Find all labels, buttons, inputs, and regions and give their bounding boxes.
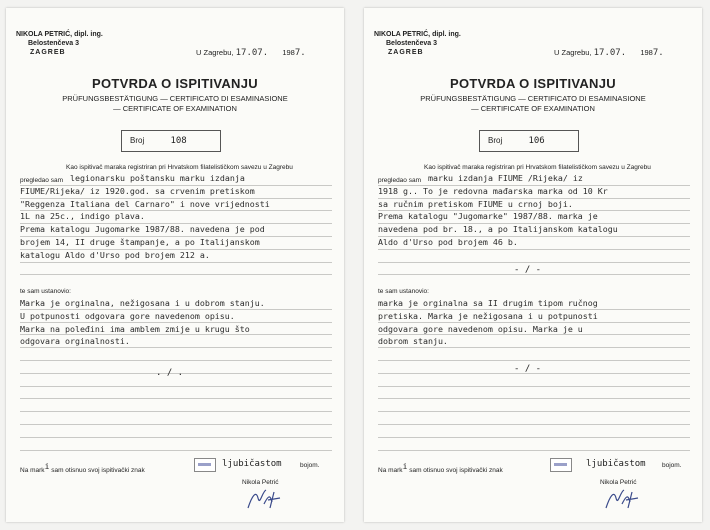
finding-line: pretiska. Marka je nežigosana i u potpunosti (378, 310, 598, 321)
issuer-city: ZAGREB (30, 49, 66, 56)
certificate-106 (364, 8, 702, 522)
findings-label: te sam ustanovio: (378, 288, 429, 295)
description-line: katalogu Aldo d'Urso pod brojem 212 a. (20, 249, 210, 260)
issuer-street: Belostenčeva 3 (386, 40, 437, 47)
description-line: Aldo d'Urso pod brojem 46 b. (378, 237, 518, 247)
issuer-city: ZAGREB (388, 49, 424, 56)
description-line: "Reggenza Italiana del Carnaro" i nove vrijednosti (20, 198, 270, 209)
certificate-subtitle (364, 94, 702, 114)
finding-line: Marka na poleđini ima amblem zmije u krugu što (20, 323, 250, 334)
certificate-number-box (121, 130, 221, 152)
certificate-number-box (479, 130, 579, 152)
foot-pre: Na mark (20, 467, 45, 475)
issuer-street: Belostenčeva 3 (28, 40, 79, 47)
broj-label: Broj (488, 136, 503, 145)
date-day-month: 17.07. (235, 48, 269, 58)
subtitle-line-2: — CERTIFICATE OF EXAMINATION (113, 104, 237, 113)
description-line: sa ručnim pretiskom FIUME u crnoj boji. (378, 198, 573, 209)
description-line: 1918 g.. To je redovna mađarska marka od 10 Kr (378, 185, 608, 196)
foot-post: sam otisnuo svoj ispitivački znak (51, 467, 145, 475)
foot-i: i (402, 462, 408, 471)
description-line: Prema katalogu "Jugomarke" 1987/88. marka je (378, 211, 598, 222)
description-end-mark: - / - (514, 265, 542, 275)
ink-color: ljubičastom (586, 459, 646, 469)
intro-text: Kao ispitivač maraka registriran pri Hrvatskom filatelističkom savezu u Zagrebu (66, 164, 293, 171)
description-line: legionarsku poštansku marku izdanja (70, 173, 245, 183)
description-line: navedena pod br. 18., a po Italijanskom katalogu (378, 224, 618, 235)
broj-value: 108 (170, 136, 187, 146)
foot-post: sam otisnuo svoj ispitivački znak (409, 467, 503, 475)
finding-line: odgovara orginalnosti. (20, 336, 130, 347)
finding-line: marka je orginalna sa II drugim tipom ručnog (378, 298, 598, 308)
date-year-prefix: 198 (282, 48, 295, 57)
pregledao-label: pregledao sam (378, 177, 421, 184)
issuer-name: NIKOLA PETRIĆ, dipl. ing. (374, 31, 461, 38)
description-line: marku izdanja FIUME /Rijeka/ iz (428, 173, 583, 183)
issuer-header (16, 30, 103, 57)
examiner-stamp (194, 458, 216, 472)
issuer-header (374, 30, 461, 57)
place-date (196, 48, 306, 58)
intro-text: Kao ispitivač maraka registriran pri Hrvatskom filatelističkom savezu u Zagrebu (424, 164, 651, 171)
broj-label: Broj (130, 136, 145, 145)
foot-i: i (44, 462, 50, 471)
foot-pre: Na mark (378, 467, 403, 475)
foot-text (378, 462, 503, 474)
end-mark: - / - (514, 364, 542, 374)
subtitle-line-1: PRÜFUNGSBESTÄTIGUNG — CERTIFICATO DI ESAMINASIONE (62, 94, 288, 103)
signature-name: Nikola Petrić (242, 479, 279, 486)
description-line: 1L na 25c., indigo plava. (20, 211, 145, 222)
finding-line: odgovara gore navedenom opisu. Marka je u (378, 323, 583, 334)
examiner-stamp (550, 458, 572, 472)
finding-line: Marka je orginalna, nežigosana i u dobrom stanju. (20, 298, 265, 308)
findings-label: te sam ustanovio: (20, 288, 71, 295)
subtitle-line-2: — CERTIFICATE OF EXAMINATION (471, 104, 595, 113)
bojom-label: bojom. (300, 462, 320, 469)
date-year-digit: 7. (652, 48, 664, 58)
certificate-108 (6, 8, 344, 522)
date-day-month: 17.07. (593, 48, 627, 58)
pregledao-label: pregledao sam (20, 177, 63, 184)
issuer-name: NIKOLA PETRIĆ, dipl. ing. (16, 31, 103, 38)
certificate-subtitle (6, 94, 344, 114)
date-year-digit: 7. (294, 48, 306, 58)
handwritten-signature (244, 486, 284, 512)
certificate-title: POTVRDA O ISPITIVANJU (92, 76, 258, 91)
place-date (554, 48, 664, 58)
subtitle-line-1: PRÜFUNGSBESTÄTIGUNG — CERTIFICATO DI ESAMINASIONE (420, 94, 646, 103)
certificate-title: POTVRDA O ISPITIVANJU (450, 76, 616, 91)
description-line: brojem 14, II druge štampanje, a po Italijanskom (20, 237, 260, 247)
description-line: Prema katalogu Jugomarke 1987/88. navedena je pod (20, 224, 265, 235)
handwritten-signature (602, 486, 642, 512)
foot-text (20, 462, 145, 474)
finding-line: U potpunosti odgovara gore navedenom opisu. (20, 310, 235, 321)
date-year-prefix: 198 (640, 48, 653, 57)
ink-color: ljubičastom (222, 459, 282, 469)
signature-name: Nikola Petrić (600, 479, 637, 486)
description-line: FIUME/Rijeka/ iz 1920.god. sa crvenim pretiskom (20, 185, 255, 196)
place-label: U Zagrebu, (196, 48, 234, 57)
bojom-label: bojom. (662, 462, 682, 469)
finding-line: dobrom stanju. (378, 336, 448, 347)
place-label: U Zagrebu, (554, 48, 592, 57)
broj-value: 106 (528, 136, 545, 146)
end-mark: . / . (156, 368, 184, 378)
